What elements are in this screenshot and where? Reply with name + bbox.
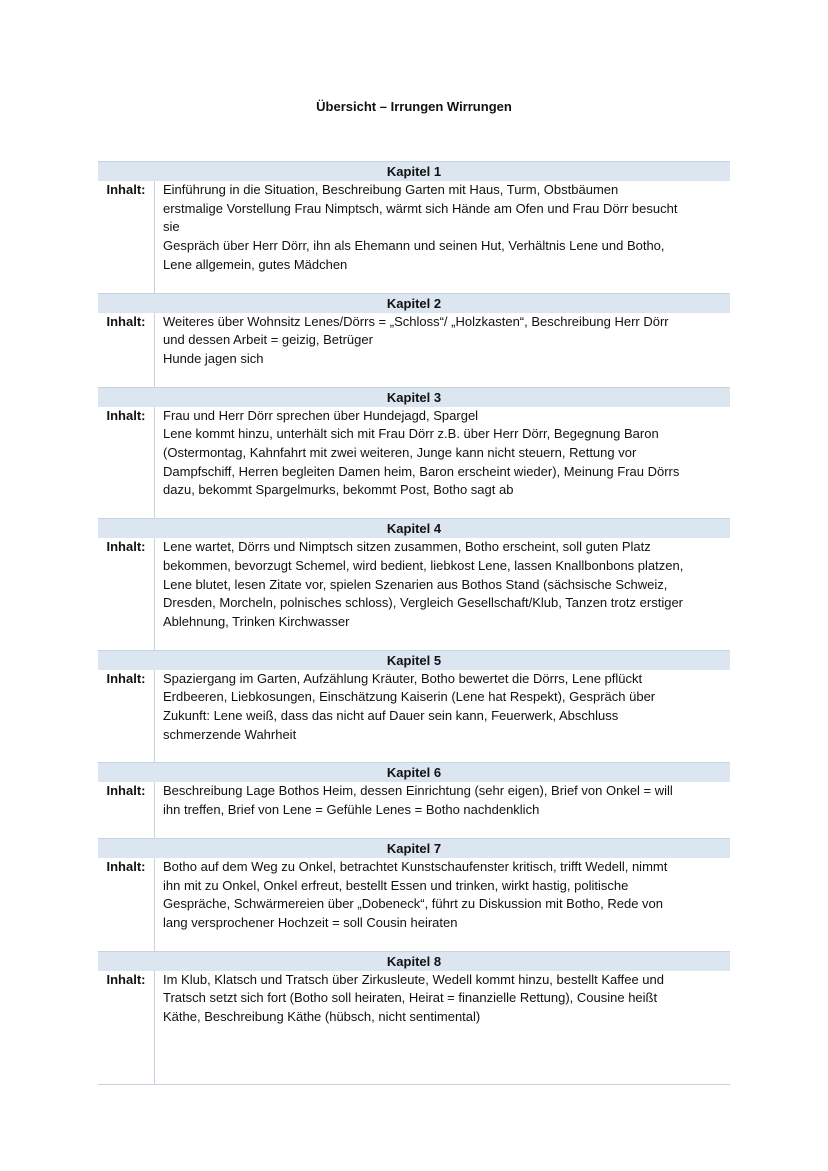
chapter-content	[155, 538, 683, 650]
content-line: Weiteres über Wohnsitz Lenes/Dörrs = „Schloss“/ „Holzkasten“, Beschreibung Herr Dörr	[163, 313, 669, 329]
content-line: Ablehnung, Trinken Kirchwasser	[163, 613, 350, 629]
chapter-row	[98, 971, 730, 1084]
chapter-heading: Kapitel 6	[98, 762, 730, 782]
chapter-heading: Kapitel 7	[98, 838, 730, 858]
content-line: Frau und Herr Dörr sprechen über Hundejagd, Spargel	[163, 407, 479, 423]
chapter-row	[98, 313, 730, 387]
chapter-row	[98, 782, 730, 837]
content-line: Lene blutet, lesen Zitate vor, spielen Szenarien aus Bothos Stand (sächsische Schweiz,	[163, 576, 668, 592]
content-line: erstmalige Vorstellung Frau Nimptsch, wärmt sich Hände am Ofen und Frau Dörr besucht	[163, 200, 678, 216]
content-line: Käthe, Beschreibung Käthe (hübsch, nicht sentimental)	[163, 1009, 481, 1025]
document-title: Übersicht – Irrungen Wirrungen	[316, 99, 512, 114]
chapter-block	[98, 293, 730, 387]
content-label: Inhalt:	[98, 313, 155, 387]
chapter-row	[98, 670, 730, 763]
content-line: Dresden, Morcheln, polnisches schloss), Vergleich Gesellschaft/Klub, Tanzen trotz erstiger	[163, 595, 684, 611]
content-label: Inhalt:	[98, 670, 155, 763]
content-line: schmerzende Wahrheit	[163, 726, 297, 742]
chapter-block	[98, 387, 730, 519]
chapter-block	[98, 838, 730, 951]
content-line: Lene kommt hinzu, unterhält sich mit Frau Dörr z.B. über Herr Dörr, Begegnung Baron	[163, 426, 659, 442]
content-line: und dessen Arbeit = geizig, Betrüger	[163, 332, 373, 348]
chapter-heading: Kapitel 3	[98, 387, 730, 407]
chapter-content	[155, 971, 664, 1084]
content-line: Spaziergang im Garten, Aufzählung Kräuter, Botho bewertet die Dörrs, Lene pflückt	[163, 670, 643, 686]
chapter-content	[155, 313, 669, 387]
chapter-row	[98, 858, 730, 951]
content-line: Einführung in die Situation, Beschreibung Garten mit Haus, Turm, Obstbäumen	[163, 182, 619, 197]
chapter-block	[98, 161, 730, 293]
chapter-row	[98, 181, 730, 293]
content-line: sie	[163, 219, 180, 235]
chapter-content	[155, 407, 679, 519]
chapter-table	[98, 161, 730, 1085]
content-label: Inhalt:	[98, 538, 155, 650]
content-line: Lene wartet, Dörrs und Nimptsch sitzen zusammen, Botho erscheint, soll guten Platz	[163, 539, 651, 555]
content-line: Beschreibung Lage Bothos Heim, dessen Einrichtung (sehr eigen), Brief von Onkel = will	[163, 783, 673, 799]
content-line: Gespräch über Herr Dörr, ihn als Ehemann und seinen Hut, Verhältnis Lene und Botho,	[163, 238, 665, 254]
content-line: Erdbeeren, Liebkosungen, Einschätzung Kaiserin (Lene hat Respekt), Gespräch über	[163, 689, 656, 705]
content-line: dazu, bekommt Spargelmurks, bekommt Post, Botho sagt ab	[163, 482, 514, 498]
chapter-row	[98, 538, 730, 650]
content-line: Gespräche, Schwärmereien über „Dobeneck“, führt zu Diskussion mit Botho, Rede von	[163, 896, 664, 912]
chapter-heading: Kapitel 2	[98, 293, 730, 313]
chapter-row	[98, 407, 730, 519]
chapter-content	[155, 181, 677, 293]
chapter-heading: Kapitel 1	[98, 161, 730, 181]
content-label: Inhalt:	[98, 782, 155, 837]
chapter-block	[98, 951, 730, 1084]
content-line: bekommen, bevorzugt Schemel, wird bedient, liebkost Lene, lassen Knallbonbons platzen,	[163, 557, 684, 573]
chapter-heading: Kapitel 4	[98, 518, 730, 538]
content-line: (Ostermontag, Kahnfahrt mit zwei weiteren, Junge kann nicht steuern, Rettung vor	[163, 445, 637, 461]
content-line: ihn treffen, Brief von Lene = Gefühle Lenes = Botho nachdenklich	[163, 802, 540, 818]
chapter-block	[98, 518, 730, 650]
chapter-content	[155, 858, 667, 951]
content-line: Tratsch setzt sich fort (Botho soll heiraten, Heirat = finanzielle Rettung), Cousine heißt	[163, 990, 658, 1006]
content-line: lang versprochener Hochzeit = soll Cousin heiraten	[163, 914, 458, 930]
content-line: Im Klub, Klatsch und Tratsch über Zirkusleute, Wedell kommt hinzu, bestellt Kaffee und	[163, 971, 664, 987]
chapter-content	[155, 670, 655, 763]
content-line: Dampfschiff, Herren begleiten Damen heim, Baron erscheint wieder), Meinung Frau Dörrs	[163, 463, 680, 479]
content-line: ihn mit zu Onkel, Onkel erfreut, bestellt Essen und trinken, wirkt hastig, politische	[163, 877, 629, 893]
content-line: Lene allgemein, gutes Mädchen	[163, 256, 348, 272]
content-line: Botho auf dem Weg zu Onkel, betrachtet Kunstschaufenster kritisch, trifft Wedell, nimmt	[163, 858, 668, 874]
chapter-heading: Kapitel 5	[98, 650, 730, 670]
content-line: Zukunft: Lene weiß, dass das nicht auf Dauer sein kann, Feuerwerk, Abschluss	[163, 708, 619, 724]
content-label: Inhalt:	[98, 971, 155, 1084]
content-label: Inhalt:	[98, 181, 155, 293]
content-label: Inhalt:	[98, 858, 155, 951]
chapter-heading: Kapitel 8	[98, 951, 730, 971]
chapter-block	[98, 762, 730, 837]
content-line: Hunde jagen sich	[163, 350, 264, 366]
chapter-content	[155, 782, 673, 837]
content-label: Inhalt:	[98, 407, 155, 519]
chapter-block	[98, 650, 730, 763]
